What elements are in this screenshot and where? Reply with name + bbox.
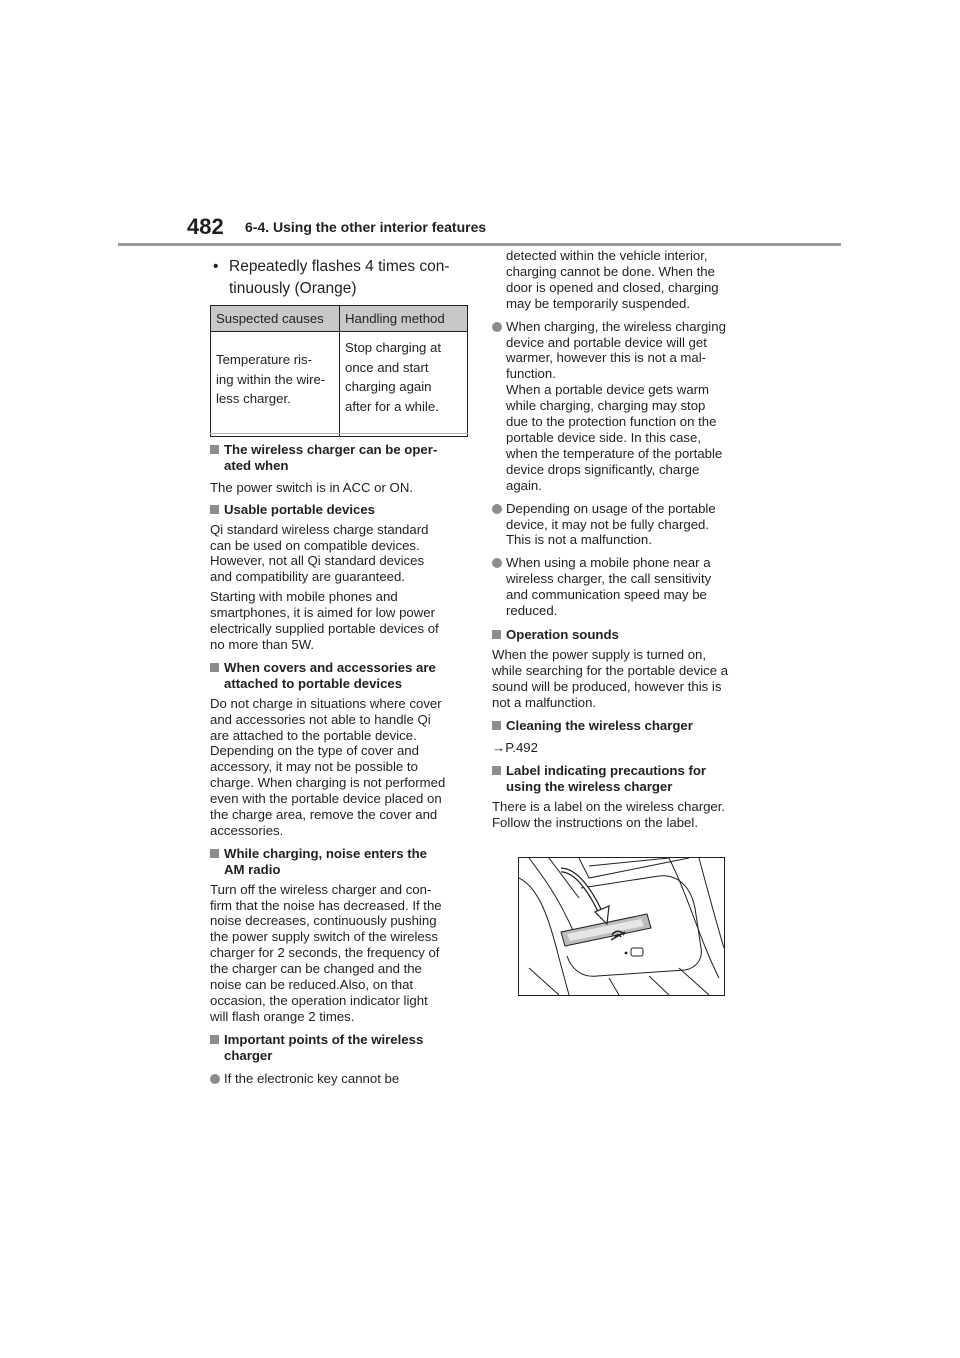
heading-line: Cleaning the wireless charger bbox=[506, 718, 693, 734]
text-line: charging cannot be done. When the bbox=[506, 263, 715, 279]
section-title: 6-4. Using the other interior features bbox=[245, 219, 487, 235]
text-line: electrically supplied portable devices of bbox=[210, 621, 439, 637]
lead-bullet bbox=[213, 256, 473, 300]
table-cell-method bbox=[340, 332, 468, 437]
text-line: can be used on compatible devices. bbox=[210, 537, 420, 553]
text-line: Follow the instructions on the label. bbox=[492, 815, 698, 830]
lead-bullet-line-1: Repeatedly flashes 4 times con- bbox=[229, 258, 450, 275]
para-qi-standard bbox=[210, 522, 472, 586]
text-line: There is a label on the wireless charger. bbox=[492, 799, 726, 815]
text-line: warmer, however this is not a mal- bbox=[506, 350, 707, 366]
text-line: sound will be produced, however this is bbox=[492, 678, 722, 694]
heading-line: ated when bbox=[224, 457, 289, 473]
text-line: When the power supply is turned on, bbox=[492, 646, 707, 662]
text-line: no more than 5W. bbox=[210, 636, 315, 652]
heading-line: Usable portable devices bbox=[224, 501, 375, 517]
text-line: accessory, it may not be possible to bbox=[210, 759, 418, 775]
circle-bullet-icon bbox=[492, 322, 502, 332]
bullet-marker: • bbox=[213, 258, 219, 275]
text-line: charger for 2 seconds, the frequency of bbox=[210, 945, 440, 961]
method-line: Stop charging at bbox=[345, 340, 442, 355]
circle-bullet-icon bbox=[492, 504, 502, 514]
list-item bbox=[210, 1071, 472, 1087]
text-line: the power supply switch of the wireless bbox=[210, 929, 438, 945]
heading-line: While charging, noise enters the bbox=[224, 845, 427, 861]
text-line: reduced. bbox=[506, 603, 558, 619]
text-line: noise decreases, continuously pushing bbox=[210, 913, 437, 929]
cause-line: Temperature ris- bbox=[216, 352, 313, 367]
para-operation-sounds bbox=[492, 647, 754, 711]
charger-drawing bbox=[519, 858, 724, 995]
table-separator bbox=[210, 433, 468, 434]
text-line: When using a mobile phone near a bbox=[506, 555, 711, 571]
power-button-icon bbox=[625, 948, 643, 956]
text-line: Depending on the type of cover and bbox=[210, 743, 419, 759]
text-line: noise can be reduced.Also, on that bbox=[210, 977, 414, 993]
text-line: firm that the noise has decreased. If the bbox=[210, 897, 442, 913]
para-label bbox=[492, 799, 754, 831]
text-line: may be temporarily suspended. bbox=[506, 295, 690, 311]
left-column bbox=[210, 442, 472, 1087]
text-line: However, not all Qi standard devices bbox=[210, 553, 425, 569]
method-line: charging again bbox=[345, 379, 432, 394]
text-line: Starting with mobile phones and bbox=[210, 589, 398, 605]
text-line: while charging, charging may stop bbox=[506, 398, 706, 414]
text-line: Depending on usage of the portable bbox=[506, 500, 716, 516]
heading-line: Important points of the wireless bbox=[224, 1031, 424, 1047]
para-key-cont bbox=[492, 248, 754, 312]
text-line: accessories. bbox=[210, 822, 284, 838]
heading-covers-accessories bbox=[210, 660, 472, 692]
text-line: wireless charger, the call sensitivity bbox=[506, 571, 712, 587]
text-line: detected within the vehicle interior, bbox=[506, 248, 708, 263]
page-reference-link[interactable]: →P.492 bbox=[492, 740, 538, 756]
heading-am-radio bbox=[210, 846, 472, 878]
heading-line: using the wireless charger bbox=[506, 779, 673, 795]
lead-bullet-line-2: tinuously (Orange) bbox=[229, 280, 357, 297]
right-column bbox=[492, 248, 754, 831]
square-bullet-icon bbox=[210, 445, 219, 454]
heading-operable-when bbox=[210, 442, 472, 474]
table-row bbox=[211, 332, 468, 437]
heading-usable-devices bbox=[210, 502, 472, 518]
square-bullet-icon bbox=[492, 721, 501, 730]
cause-line: ing within the wire- bbox=[216, 371, 326, 387]
pointer-arrow-icon bbox=[561, 870, 609, 924]
page-number: 482 bbox=[187, 214, 224, 239]
square-bullet-icon bbox=[210, 849, 219, 858]
text-line: function. bbox=[506, 366, 556, 382]
circle-bullet-icon bbox=[210, 1074, 220, 1084]
list-item bbox=[492, 555, 754, 619]
text-line: are attached to the portable device. bbox=[210, 727, 417, 743]
square-bullet-icon bbox=[210, 505, 219, 514]
heading-line: AM radio bbox=[224, 861, 281, 877]
text-line: the charger can be changed and the bbox=[210, 961, 422, 977]
heading-operation-sounds bbox=[492, 627, 754, 643]
text-line: Turn off the wireless charger and con- bbox=[210, 881, 432, 897]
method-line: after for a while. bbox=[345, 398, 439, 414]
heading-line: attached to portable devices bbox=[224, 675, 403, 691]
text-line: even with the portable device placed on bbox=[210, 791, 442, 807]
heading-line: When covers and accessories are bbox=[224, 659, 436, 675]
header-rule bbox=[118, 243, 841, 246]
text-line: When charging, the wireless charging bbox=[506, 318, 726, 334]
text-line: will flash orange 2 times. bbox=[210, 1008, 355, 1024]
list-item bbox=[492, 319, 754, 494]
square-bullet-icon bbox=[492, 630, 501, 639]
text-line: and accessories not able to handle Qi bbox=[210, 711, 431, 727]
text-line: This is not a malfunction. bbox=[506, 532, 652, 548]
para-mobile-phones bbox=[210, 589, 472, 653]
text-line: charge. When charging is not performed bbox=[210, 775, 446, 791]
heading-cleaning bbox=[492, 718, 754, 734]
text-line: device, it may not be fully charged. bbox=[506, 516, 710, 532]
causes-table bbox=[210, 305, 468, 437]
text-line: and communication speed may be bbox=[506, 587, 707, 603]
table-header-row bbox=[211, 306, 468, 332]
square-bullet-icon bbox=[210, 663, 219, 672]
para-noise bbox=[210, 882, 472, 1025]
text-line: due to the protection function on the bbox=[506, 414, 717, 430]
table-header-method: Handling method bbox=[340, 306, 468, 332]
heading-line: Label indicating precautions for bbox=[506, 763, 707, 779]
para-power-switch: The power switch is in ACC or ON. bbox=[210, 479, 414, 495]
circle-bullet-icon bbox=[492, 558, 502, 568]
table-cell-cause bbox=[211, 332, 340, 437]
cause-line: less charger. bbox=[216, 391, 291, 406]
text-line: If the electronic key cannot be bbox=[224, 1070, 400, 1086]
text-line: occasion, the operation indicator light bbox=[210, 993, 428, 1008]
text-line: when the temperature of the portable bbox=[506, 445, 723, 461]
para-covers bbox=[210, 696, 472, 839]
square-bullet-icon bbox=[492, 766, 501, 775]
text-line: while searching for the portable device a bbox=[492, 662, 729, 678]
method-line: once and start bbox=[345, 359, 429, 375]
text-line: When a portable device gets warm bbox=[506, 382, 710, 398]
text-line: device and portable device will get bbox=[506, 334, 707, 350]
text-line: smartphones, it is aimed for low power bbox=[210, 605, 436, 621]
heading-label bbox=[492, 763, 754, 795]
text-line: Do not charge in situations where cover bbox=[210, 695, 442, 711]
text-line: door is opened and closed, charging bbox=[506, 279, 719, 295]
heading-line: charger bbox=[224, 1047, 273, 1063]
text-line: and compatibility are guaranteed. bbox=[210, 569, 406, 585]
heading-important-points bbox=[210, 1032, 472, 1064]
text-line: device drops significantly, charge bbox=[506, 461, 700, 477]
text-line: Qi standard wireless charge standard bbox=[210, 521, 429, 537]
list-item bbox=[492, 501, 754, 549]
heading-line: The wireless charger can be oper- bbox=[224, 442, 438, 457]
text-line: again. bbox=[506, 477, 542, 493]
heading-line: Operation sounds bbox=[506, 626, 619, 642]
square-bullet-icon bbox=[210, 1035, 219, 1044]
wireless-charger-illustration bbox=[518, 857, 725, 996]
table-header-causes: Suspected causes bbox=[211, 306, 340, 332]
text-line: not a malfunction. bbox=[492, 694, 597, 710]
text-line: the charge area, remove the cover and bbox=[210, 807, 438, 823]
text-line: portable device side. In this case, bbox=[506, 429, 701, 445]
